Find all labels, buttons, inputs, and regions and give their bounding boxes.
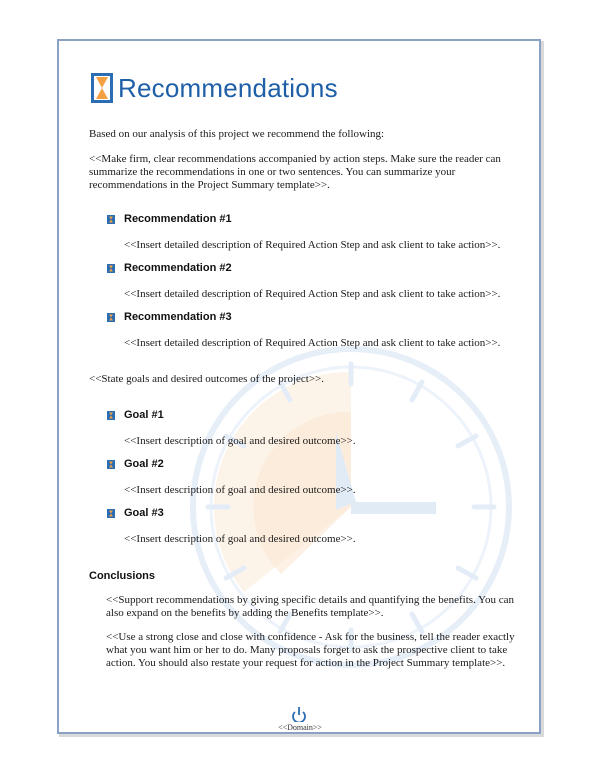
recommendation-description-1: <<Insert detailed description of Required Action Step and ask client to take action>>.: [124, 239, 501, 251]
recommendation-description-3: <<Insert detailed description of Required Action Step and ask client to take action>>.: [124, 337, 501, 349]
goal-heading-3: [107, 507, 164, 519]
goal-heading-label: Goal #1: [124, 409, 164, 421]
page-shadow-right: [541, 41, 544, 736]
recommendation-heading-1: [107, 213, 232, 225]
page-title: Recommendations: [118, 72, 338, 103]
goals-intro-text: <<State goals and desired outcomes of the project>>.: [89, 373, 324, 385]
power-domain-icon: [291, 706, 307, 722]
clock-watermark: [186, 342, 516, 672]
hourglass-bullet-icon: [107, 460, 115, 469]
recommendation-heading-label: Recommendation #2: [124, 262, 232, 274]
hourglass-bullet-icon: [107, 313, 115, 322]
recommendation-heading-3: [107, 311, 232, 323]
conclusions-heading: Conclusions: [89, 570, 156, 582]
recommendation-description-2: <<Insert detailed description of Required Action Step and ask client to take action>>.: [124, 288, 501, 300]
recommendation-heading-label: Recommendation #1: [124, 213, 232, 225]
hourglass-bullet-icon: [107, 411, 115, 420]
page-shadow-bottom: [59, 734, 544, 737]
intro-text: Based on our analysis of this project we recommend the following:: [89, 128, 385, 140]
hourglass-bullet-icon: [107, 509, 115, 518]
goal-heading-1: [107, 409, 164, 421]
footer-domain: <<Domain>>: [278, 723, 322, 732]
goal-description-2: <<Insert description of goal and desired outcome>>.: [124, 484, 356, 496]
conclusions-paragraph-1: <<Support recommendations by giving specific details and quantifying the benefits. You can also expand on the benefits by adding the Benefits template>>.: [106, 594, 515, 619]
recommendation-heading-label: Recommendation #3: [124, 311, 232, 323]
goal-heading-2: [107, 458, 164, 470]
goal-description-3: <<Insert description of goal and desired outcome>>.: [124, 533, 356, 545]
conclusions-paragraph-2: <<Use a strong close and close with confidence - Ask for the business, tell the reader exactly what you want him or her to do. Many proposals forget to ask the prospective client to take action. You should also restate your request for action in the Project Summary template>>.: [106, 631, 515, 669]
hourglass-bullet-icon: [107, 264, 115, 273]
goal-heading-label: Goal #2: [124, 458, 164, 470]
title-row: [90, 72, 338, 104]
recommendation-heading-2: [107, 262, 232, 274]
hourglass-bullet-icon: [107, 215, 115, 224]
goal-heading-label: Goal #3: [124, 507, 164, 519]
hourglass-icon: [90, 72, 114, 104]
intro-instructions: <<Make firm, clear recommendations accompanied by action steps. Make sure the reader can summarize the recommendations in one or two sentences. You can summarize your recommendations in the Project Summary template>>.: [89, 153, 501, 191]
goal-description-1: <<Insert description of goal and desired outcome>>.: [124, 435, 356, 447]
